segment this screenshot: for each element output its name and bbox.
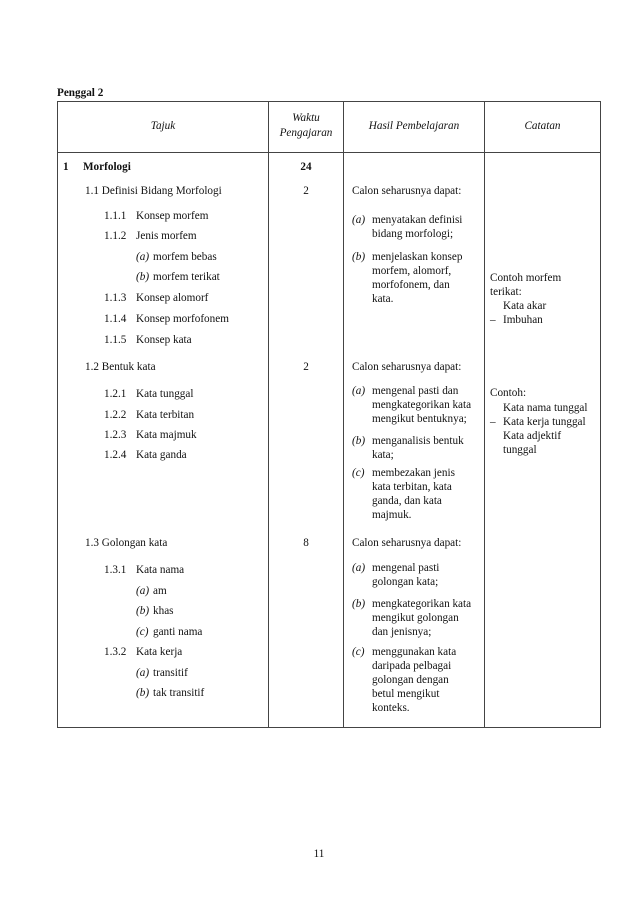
- item-number: 1.1.1: [104, 210, 127, 222]
- sub-text: morfem bebas: [153, 251, 217, 263]
- outcome-line: membezakan jenis: [372, 467, 455, 479]
- note-line: Contoh:: [490, 387, 527, 399]
- item-number: 1.2.1: [104, 388, 127, 400]
- outcome-line: menjelaskan konsep: [372, 251, 463, 263]
- outcome-letter: (c): [352, 646, 365, 658]
- outcome-line: majmuk.: [372, 509, 412, 521]
- outcome-letter: (b): [352, 251, 366, 263]
- outcome-line: golongan dengan: [372, 674, 449, 686]
- outcome-intro: Calon seharusnya dapat:: [352, 185, 462, 197]
- dash-bullet: –: [490, 416, 496, 428]
- item-text: Jenis morfem: [136, 230, 197, 242]
- subtopic-hours: 8: [303, 537, 309, 549]
- header-tajuk: Tajuk: [150, 120, 176, 132]
- item-text: Kata nama: [136, 564, 185, 576]
- outcome-line: morfofonem, dan: [372, 279, 450, 291]
- item-number: 1.1.2: [104, 230, 127, 242]
- outcome-line: mengkategorikan kata: [372, 399, 472, 411]
- subtopic-hours: 2: [303, 185, 309, 197]
- subtopic-title: 1.1 Definisi Bidang Morfologi: [85, 185, 222, 197]
- outcome-line: konteks.: [372, 702, 410, 714]
- sub-text: morfem terikat: [153, 271, 220, 283]
- outcome-line: menyatakan definisi: [372, 214, 463, 226]
- section-title: Penggal 2: [57, 87, 104, 99]
- item-text: Kata kerja: [136, 646, 183, 658]
- outcome-line: daripada pelbagai: [372, 660, 452, 672]
- sub-text: khas: [153, 605, 174, 617]
- outcome-letter: (a): [352, 385, 366, 397]
- outcome-line: kata terbitan, kata: [372, 481, 452, 493]
- item-text: Kata tunggal: [136, 388, 194, 400]
- item-text: Konsep kata: [136, 334, 192, 346]
- item-text: Konsep morfem: [136, 210, 209, 222]
- item-text: Konsep morfofonem: [136, 313, 229, 325]
- outcome-line: bidang morfologi;: [372, 228, 454, 240]
- outcome-letter: (c): [352, 467, 365, 479]
- outcome-intro: Calon seharusnya dapat:: [352, 537, 462, 549]
- item-number: 1.1.4: [104, 313, 127, 325]
- note-line: Kata akar: [503, 300, 547, 312]
- outcome-letter: (b): [352, 598, 366, 610]
- item-number: 1.3.1: [104, 564, 127, 576]
- sub-letter: (b): [136, 687, 150, 699]
- outcome-line: morfem, alomorf,: [372, 265, 452, 277]
- note-line: Kata nama tunggal: [503, 402, 588, 414]
- sub-letter: (b): [136, 271, 150, 283]
- note-line: Kata kerja tunggal: [503, 416, 586, 428]
- sub-letter: (a): [136, 251, 150, 263]
- outcome-line: kata;: [372, 449, 394, 461]
- sub-text: transitif: [153, 667, 188, 679]
- outcome-line: menggunakan kata: [372, 646, 457, 658]
- outcome-line: betul mengikut: [372, 688, 440, 700]
- note-line: Kata adjektif: [503, 430, 562, 442]
- outcome-line: menganalisis bentuk: [372, 435, 464, 447]
- header-hasil: Hasil Pembelajaran: [368, 120, 460, 132]
- header-catatan: Catatan: [524, 120, 561, 132]
- item-text: Kata terbitan: [136, 409, 195, 421]
- item-number: 1.2.3: [104, 429, 127, 441]
- header-waktu-line1: Waktu: [292, 112, 320, 124]
- topic-number: 1: [63, 161, 69, 173]
- subtopic-title: 1.2 Bentuk kata: [85, 361, 156, 373]
- subtopic-title: 1.3 Golongan kata: [85, 537, 168, 549]
- item-number: 1.1.5: [104, 334, 127, 346]
- item-text: Konsep alomorf: [136, 292, 209, 304]
- note-line: tunggal: [503, 444, 537, 456]
- dash-bullet: –: [490, 314, 496, 326]
- outcome-letter: (b): [352, 435, 366, 447]
- outcome-line: mengikut bentuknya;: [372, 413, 467, 425]
- sub-text: ganti nama: [153, 626, 203, 638]
- outcome-line: ganda, dan kata: [372, 495, 442, 507]
- item-text: Kata majmuk: [136, 429, 197, 441]
- item-number: 1.3.2: [104, 646, 127, 658]
- outcome-line: kata.: [372, 293, 394, 305]
- outcome-line: mengenal pasti: [372, 562, 440, 574]
- outcome-line: mengikut golongan: [372, 612, 459, 624]
- outcome-line: golongan kata;: [372, 576, 439, 588]
- outcome-intro: Calon seharusnya dapat:: [352, 361, 462, 373]
- outcome-line: dan jenisnya;: [372, 626, 432, 638]
- item-number: 1.2.2: [104, 409, 127, 421]
- sub-letter: (a): [136, 585, 150, 597]
- outcome-letter: (a): [352, 214, 366, 226]
- outcome-letter: (a): [352, 562, 366, 574]
- sub-text: am: [153, 585, 167, 597]
- outcome-line: mengenal pasti dan: [372, 385, 459, 397]
- note-line: terikat:: [490, 286, 522, 298]
- subtopic-hours: 2: [303, 361, 309, 373]
- sub-letter: (b): [136, 605, 150, 617]
- header-waktu-line2: Pengajaran: [279, 127, 333, 139]
- sub-letter: (a): [136, 667, 150, 679]
- page-number: 11: [313, 848, 325, 860]
- topic-hours: 24: [300, 161, 312, 173]
- note-line: Contoh morfem: [490, 272, 562, 284]
- sub-text: tak transitif: [153, 687, 205, 699]
- item-number: 1.1.3: [104, 292, 127, 304]
- note-line: Imbuhan: [503, 314, 543, 326]
- topic-title: Morfologi: [83, 161, 131, 173]
- sub-letter: (c): [136, 626, 149, 638]
- item-text: Kata ganda: [136, 449, 187, 461]
- item-number: 1.2.4: [104, 449, 127, 461]
- outcome-line: mengkategorikan kata: [372, 598, 472, 610]
